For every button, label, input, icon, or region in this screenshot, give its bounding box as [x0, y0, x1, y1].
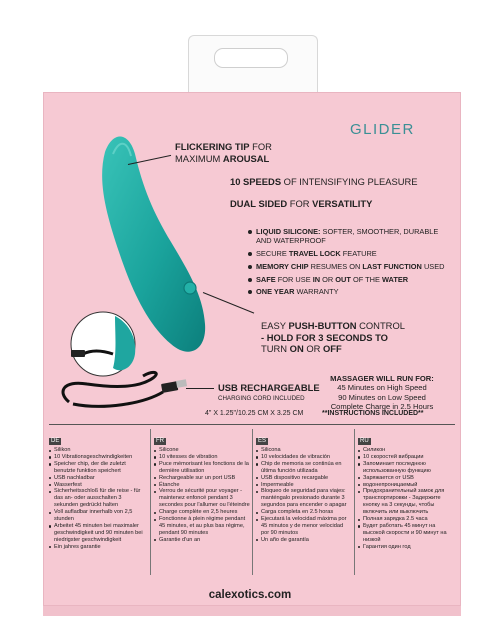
- list-item: Предохранительный замок для транспортировки - Задержите кнопку на 3 секунды, чтобы включить или выключить: [358, 488, 454, 516]
- list-item: Silicona: [256, 447, 352, 454]
- language-tag: ES: [258, 438, 267, 444]
- column-divider: [252, 429, 253, 575]
- dimensions: 4" X 1.25"/10.25 CM X 3.25 CM: [205, 410, 304, 417]
- language-column-de: [49, 429, 145, 551]
- bullet-water-safe: SAFE FOR USE IN OR OUT OF THE WATER: [248, 275, 453, 284]
- list-item: Puce mémorisant les fonctions de la dernière utilisation: [154, 461, 250, 475]
- list-item: Garantie d'un an: [154, 537, 250, 544]
- column-divider: [150, 429, 151, 575]
- list-item: водонепроницаемый: [358, 482, 454, 489]
- run-time-info: MASSAGER WILL RUN FOR: 45 Minutes on High Speed 90 Minutes on Low Speed Complete Charge in 2.5 Hours: [330, 374, 434, 412]
- hang-hole: [214, 48, 288, 68]
- list-item: Ejecutará la velocidad máxima por 45 minutos y de menor velocidad por 90 minutos: [256, 516, 352, 537]
- feature-bullet-list: [248, 227, 453, 300]
- power-button: [184, 282, 196, 294]
- list-item: Будет работать 45 минут на высокой скорости и 90 минут на низкой: [358, 523, 454, 544]
- list-item: 10 vitesses de vibration: [154, 454, 250, 461]
- list-item: Wasserfest: [49, 482, 145, 489]
- list-item: Impermeable: [256, 482, 352, 489]
- list-item: Гарантия один год: [358, 544, 454, 551]
- language-column-ru: [358, 429, 454, 551]
- bullet-warranty: ONE YEAR WARRANTY: [248, 287, 453, 296]
- charging-cord-note: CHARGING CORD INCLUDED: [218, 395, 305, 402]
- language-tag: FR: [156, 438, 164, 444]
- column-divider: [354, 429, 355, 575]
- website-url: calexotics.com: [208, 589, 292, 601]
- feature-flickering-tip: FLICKERING TIP FOR MAXIMUM AROUSAL: [175, 141, 272, 164]
- list-item: Заряжается от USB: [358, 475, 454, 482]
- language-tag: DE: [51, 438, 60, 444]
- pointer-line-usb: [186, 388, 214, 389]
- list-item: 10 скоростей вибрации: [358, 454, 454, 461]
- list-item: Силикон: [358, 447, 454, 454]
- list-item: Arbeitet 45 minuten bei maximaler geschwindigkeit und 90 minuten bei niedrigster geschwindigkeit: [49, 523, 145, 544]
- list-item: Rechargeable sur un port USB: [154, 475, 250, 482]
- product-title: GLIDER: [350, 121, 415, 138]
- list-item: Sicherheitsschloß für die reise - für das an- oder ausschalten 3 sekunden gedrückt halten: [49, 488, 145, 509]
- list-item: USB dispositivo recargable: [256, 475, 352, 482]
- list-item: 10 Vibrationsgeschwindigkeiten: [49, 454, 145, 461]
- list-item: Un año de garantía: [256, 537, 352, 544]
- usb-rechargeable-title: USB RECHARGEABLE: [218, 382, 320, 393]
- usb-cable-drawing: [63, 372, 156, 402]
- package-bottom-edge: [43, 606, 461, 616]
- feature-dual-sided: DUAL SIDED FOR VERSATILITY: [230, 198, 373, 209]
- list-item: Ein jahres garantie: [49, 544, 145, 551]
- bullet-travel-lock: SECURE TRAVEL LOCK FEATURE: [248, 249, 453, 258]
- language-tag: RU: [360, 438, 369, 444]
- list-item: Speicher chip, der die zuletzt benutzte funktion speichert: [49, 461, 145, 475]
- list-item: Voll aufladbar innerhalb von 2,5 stunden: [49, 509, 145, 523]
- list-item: Полная зарядка 2.5 часа: [358, 516, 454, 523]
- list-item: Carga completa en 2.5 horas: [256, 509, 352, 516]
- list-item: Silicone: [154, 447, 250, 454]
- list-item: Étanche: [154, 482, 250, 489]
- list-item: Bloqueo de seguridad para viajes: manténgalo presionado durante 3 segundos para encender o apagar: [256, 488, 352, 509]
- language-column-fr: [154, 429, 250, 544]
- list-item: 10 velocidades de vibración: [256, 454, 352, 461]
- list-item: Verrou de sécurité pour voyager - maintenez enfoncé pendant 3 secondes pour l'allumer ou l'éteindre: [154, 488, 250, 509]
- list-item: USB nachladbar: [49, 475, 145, 482]
- list-item: Charge complète en 2,5 heures: [154, 509, 250, 516]
- language-column-es: [256, 429, 352, 544]
- multilingual-feature-table: [49, 424, 455, 575]
- list-item: Fonctionne à plein régime pendant 45 minutes, et au plus bas régime, pendant 90 minutes: [154, 516, 250, 537]
- list-item: Chip de memoria se continúa en última función utilizada: [256, 461, 352, 475]
- feature-speeds: 10 SPEEDS OF INTENSIFYING PLEASURE: [230, 176, 418, 187]
- list-item: Запоминает последнюю использованную функцию: [358, 461, 454, 475]
- list-item: Silikon: [49, 447, 145, 454]
- bullet-liquid-silicone: LIQUID SILICONE: SOFTER, SMOOTHER, DURABLE AND WATERPROOF: [248, 227, 453, 246]
- feature-push-button: EASY PUSH-BUTTON CONTROL - HOLD FOR 3 SECONDS TO TURN ON OR OFF: [261, 320, 405, 354]
- bullet-memory-chip: MEMORY CHIP RESUMES ON LAST FUNCTION USED: [248, 262, 453, 271]
- instructions-note: **INSTRUCTIONS INCLUDED**: [322, 410, 424, 417]
